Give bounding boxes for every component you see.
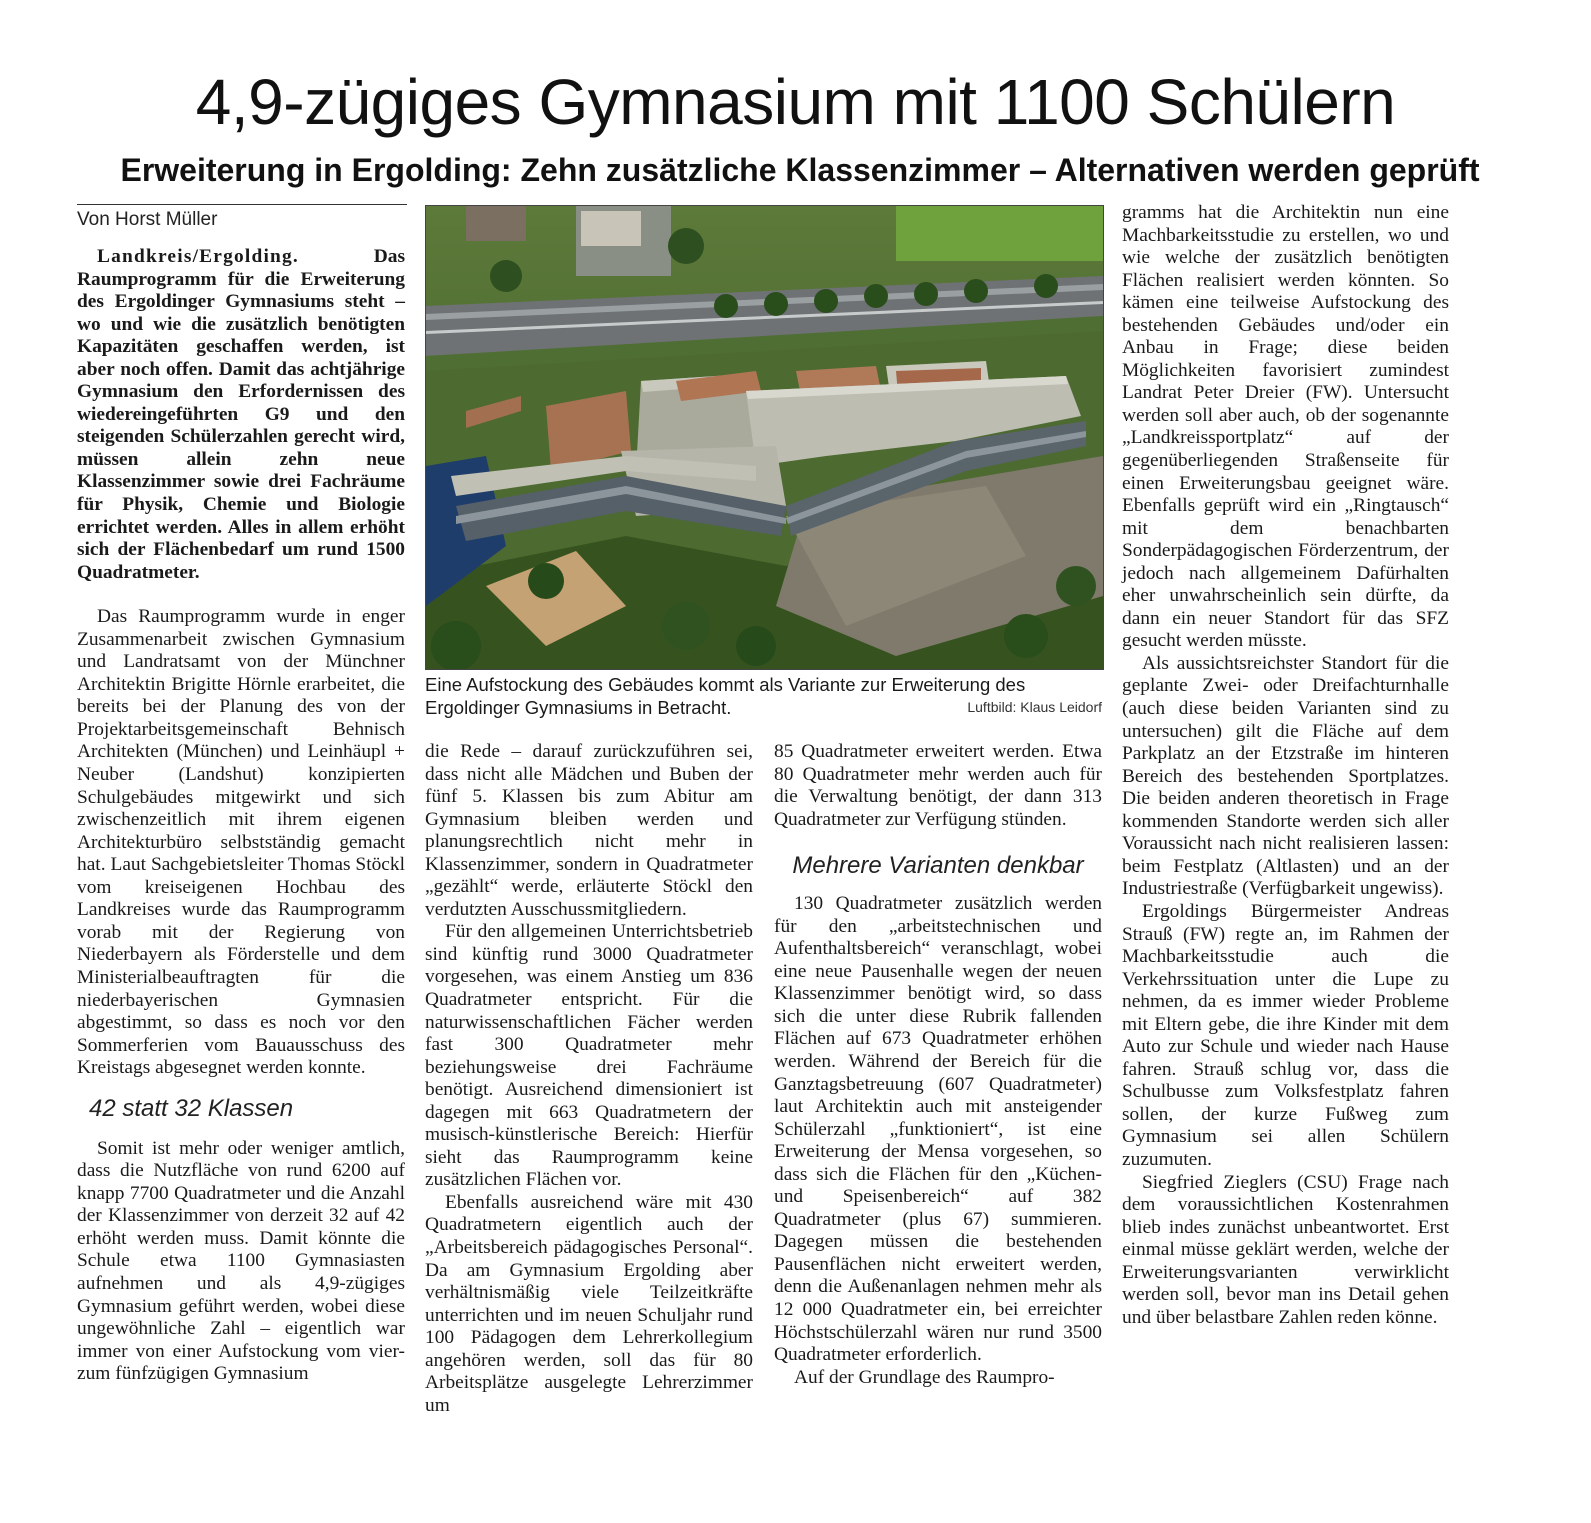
headline: 4,9-zügiges Gymnasium mit 1100 Schülern [195, 66, 1396, 138]
body-paragraph: 85 Quadratmeter erweitert werden. Etwa 80 Quadratmeter mehr werden auch für die Verwaltung benötigt, der dann 313 Quadratmeter zur Verfügung stünden. [774, 741, 1102, 830]
subheadline: Erweiterung in Ergolding: Zehn zusätzliche Klassenzimmer – Alternativen werden geprüft [120, 152, 1480, 188]
body-paragraph: Ergoldings Bürgermeister Andreas Strauß (FW) regte an, im Rahmen der Machbarkeitsstudie auch die Verkehrssituation unter die Lupe zu nehmen, da es immer wieder Probleme mit Eltern gebe, die ihre Kinder mit dem Auto zur Schule und wieder nach Hause fahren. Strauß schlug vor, dass die Schulbusse zum Volksfestplatz fahren sollen, der kurze Fußweg zum Gymnasium sei allen Schülern zuzumuten. [1122, 900, 1449, 1170]
byline: Von Horst Müller [77, 204, 407, 231]
body-paragraph: die Rede – darauf zurückzuführen sei, dass nicht alle Mädchen und Buben der fünf 5. Klassen bis zum Abitur am Gymnasium bleiben werden und planungsrechtlich nicht mehr in Klassenzimmer, sondern in Quadratmeter „gezählt“ werde, erläuterte Stöckl den verdutzten Ausschussmitgliedern. [425, 741, 753, 920]
aerial-photo [425, 205, 1104, 670]
body-paragraph: 130 Quadratmeter zusätzlich werden für den „arbeitstechnischen und Aufenthaltsbereich“ veranschlagt, wobei eine neue Pausenhalle wegen der neuen Klassenzimmer benötigt wird, so dass sich die unter diese Rubrik fallenden Flächen auf 673 Quadratmeter erhöhen werden. Während der Bereich für die Ganztagsbetreuung (607 Quadratmeter) laut Architektin auch mit ansteigender Schülerzahl „funktioniert“, ist eine Erweiterung der Mensa vorgesehen, so dass sich die Flächen für den „Küchen- und Speisenbereich“ auf 382 Quadratmeter (plus 67) summieren. Dagegen müssen die bestehenden Pausenflächen nicht erweitert werden, denn die Außenanlagen nehmen mehr als 12 000 Quadratmeter ein, bei erreichter Höchstschülerzahl wären nur rund 3500 Quadratmeter erforderlich. [774, 893, 1102, 1366]
column-2 [425, 741, 753, 1417]
lead-paragraph [77, 246, 405, 584]
body-paragraph: Auf der Grundlage des Raumpro- [794, 1366, 1055, 1388]
lead-place: Landkreis/Ergolding. [97, 246, 299, 267]
school-aerial-image [426, 206, 1103, 669]
body-paragraph: Das Raumprogramm wurde in enger Zusammenarbeit zwischen Gymnasium und Landratsamt von der Münchner Architektin Brigitte Hörnle erarbeitet, die bereits bei der Planung des von der Projektarbeitsgemeinschaft Behnisch Architekten (München) und Leinhäupl + Neuber (Landshut) konzipierten Schulgebäudes mitgewirkt und sich zwischenzeitlich mit ihrem eigenen Architekturbüro selbstständig gemacht hat. Laut Sachgebietsleiter Thomas Stöckl vom kreiseigenen Hochbau des Landkreises wurde das Raumprogramm vorab mit der Regierung von Niederbayern als Förderstelle und dem Ministerialbeauftragten für die niederbayerischen Gymnasien abgestimmt, so dass es noch vor den Sommerferien vom Bauausschuss des Kreistags abgesegnet werden konnte. [77, 606, 405, 1079]
photo-caption: Eine Aufstockung des Gebäudes kommt als Variante zur Erweiterung des Ergoldinger Gymnasiums in Betracht. [425, 674, 1026, 718]
body-paragraph: Als aussichtsreichster Standort für die geplante Zwei- oder Dreifachturnhalle (auch diese beiden Varianten sind zu untersuchen) gilt die Fläche auf dem Parkplatz an der Etzstraße im hinteren Bereich des bestehenden Sportplatzes. Die beiden anderen theoretisch in Frage kommenden Standorte werden sich aller Voraussicht nach nicht realisieren lassen: beim Festplatz (Altlasten) und an der Industriestraße (Verfügbarkeit ungewiss). [1122, 652, 1449, 900]
lead-text: Das Raumprogramm für die Erweiterung des Ergoldinger Gymnasiums steht – wo und wie die zusätzlich benötigten Kapazitäten geschaffen werden, ist aber noch offen. Damit das achtjährige Gymnasium den Erfordernissen des wiedereingeführten G9 und den steigenden Schülerzahlen gerecht wird, müssen allein zehn neue Klassenzimmer sowie drei Fachräume für Physik, Chemie und Biologie errichtet werden. Alles in allem erhöht sich der Flächenbedarf um rund 1500 Quadratmeter. [77, 246, 405, 583]
column-3 [774, 741, 1102, 1389]
body-paragraph: Ebenfalls ausreichend wäre mit 430 Quadratmetern eigentlich auch der „Arbeitsbereich pädagogisches Personal“. Da am Gymnasium Ergolding aber verhältnismäßig viele Teilzeitkräfte unterrichten und im neuen Schuljahr rund 100 Pädagogen dem Lehrerkollegium angehören werden, soll das für 80 Arbeitsplätze ausgelegte Lehrerzimmer um [425, 1191, 753, 1416]
subheading-variants: Mehrere Varianten denkbar [792, 852, 1084, 880]
body-paragraph: gramms hat die Architektin nun eine Machbarkeitsstudie zu erstellen, wo und wie welche der zusätzlich benötigten Flächen realisiert werden könnten. So kämen eine teilweise Aufstockung des bestehenden Gebäudes und/oder ein Anbau in Frage; diese beiden Möglichkeiten favorisiert zumindest Landrat Peter Dreier (FW). Untersucht werden soll aber auch, ob der sogenannte „Landkreissportplatz“ auf der gegenüberliegenden Straßenseite für einen Erweiterungsbau geeignet wäre. Ebenfalls geprüft wird ein „Ringtausch“ mit dem benachbarten Sonderpädagogischen Förderzentrum, der jedoch nach allgemeinem Dafürhalten eher unwahrscheinlich sein dürfte, da dann ein neuer Standort für das SFZ gesucht werden müsste. [1122, 202, 1449, 652]
body-paragraph: Somit ist mehr oder weniger amtlich, dass die Nutzfläche von rund 6200 auf knapp 7700 Quadratmeter und die Anzahl der Klassenzimmer von derzeit 32 auf 42 erhöht werden muss. Damit könnte die Schule etwa 1100 Gymnasiasten aufnehmen und als 4,9-zügiges Gymnasium geführt werden, wobei diese ungewöhnliche Zahl – eigentlich war immer von einer Aufstockung vom vier- zum fünfzügigen Gymnasium [77, 1137, 405, 1385]
column-1 [77, 246, 405, 1386]
column-4 [1122, 202, 1449, 1329]
photo-credit: Luftbild: Klaus Leidorf [967, 699, 1102, 715]
body-paragraph: Für den allgemeinen Unterrichtsbetrieb sind künftig rund 3000 Quadratmeter vorgesehen, was einem Anstieg um 836 Quadratmeter entspricht. Für die naturwissenschaftlichen Fächer werden fast 300 Quadratmeter mehr beziehungsweise drei Fachräume benötigt. Ausreichend dimensioniert ist dagegen mit 663 Quadratmetern der musisch-künstlerische Bereich: Hierfür sieht das Raumprogramm keine zusätzlichen Flächen vor. [425, 921, 753, 1191]
subheading-classes: 42 statt 32 Klassen [89, 1094, 294, 1122]
body-paragraph: Siegfried Zieglers (CSU) Frage nach dem voraussichtlichen Kostenrahmen blieb indes zunächst unbeantwortet. Erst einmal müsse geklärt werden, welche der Erweiterungsvarianten verwirklicht werden soll, bevor man ins Detail gehen und über belastbare Zahlen reden könne. [1122, 1171, 1449, 1328]
